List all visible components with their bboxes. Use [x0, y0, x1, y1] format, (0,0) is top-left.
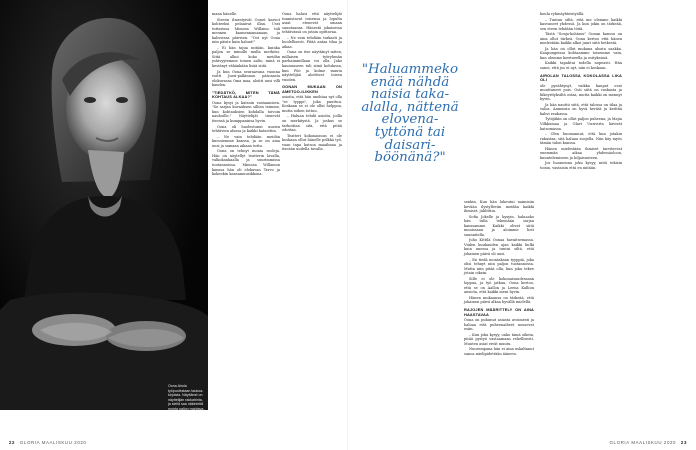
paragraph: Oona oli huolestunut uusien tehtävien alussa ja kaikki katsottiin. — [212, 124, 280, 134]
portrait-photo — [0, 0, 208, 410]
paragraph: Steven ilmestyivät Oonet kasvot kohteeksi pelaaivat illan. Usei tuttarissa Mimosa Willamo tuli mennen kaunennamanaan ja kahviessa päivisen. "Oot nyt Oona niin päiste kuin haluat!" — [212, 17, 280, 45]
paragraph: Hänen mielestään ihmiset tarvitsevat enemmän aikaa yhdessäoloon, kuuntelemiseen ja hiljaisuuteen. — [540, 146, 622, 160]
paragraph: Sille ei ole kokonaisuudessaan loppua, ja työ jatkuu. Oona kertoo, että se on Aallon ja Leena Kallion ansiota, että kaikki meni hyvin. — [464, 276, 534, 295]
paragraph: – Ne vain tehdään tarkasti ja huolellisesti. Pitää antaa tilaa ja aikaa. — [282, 35, 342, 49]
paragraph: Oona on itse näyttänyt miten, millaisen työryhmän parhaimmillaan voi olla. Jako kaunuaseen tuli siinä kohdassa, kun Pöö ja kolme muuta näyttelijää aloittivat toisen vuoden. — [282, 50, 342, 82]
paragraph: – Ne vain tehdään meidän kurssiemme kanssa, ja se on aina uusi ja samaan aikaan tuttu. — [212, 134, 280, 148]
paragraph: Nuorempana hän ei aina uskaltanut sanoa mielipidettään ääneen. — [464, 347, 534, 356]
paragraph: Hänen mukaansa on tärkeää, että jokainen päivä alkaa hyvällä mielellä. — [464, 295, 534, 305]
text-column-4 — [540, 12, 622, 172]
paragraph: maan hänelle. — [212, 12, 238, 16]
pull-quote: "Haluammeko enää nähdä naisia taka-alalla, nättenä elovena-tyttönä tai daisari-böönänä?" — [361, 62, 459, 166]
paragraph: Kaikki tapahtui todella nopeasti. Hän sanoi, että jos ei nyt, niin ei koskaan. — [540, 61, 622, 71]
paragraph: – Kun joku kysyy, onko tämä oikein, pitää pystyä vastaamaan rehellisesti. Muuten asiat eivät muutu. — [464, 332, 534, 346]
section-heading: AIROLAN TALOSSA KOKOLASSA LIKA OLI — [540, 72, 622, 83]
paragraph: koulu ryhmäyhteistyöllä. — [540, 12, 585, 16]
paragraph: Ja hän on ollut mukana alusta saakka. Kaupungeissa kohtaamme toisemme vain, kun olemme kiertueella ja esityksissä. — [540, 46, 622, 60]
page-number: 23 — [680, 440, 687, 445]
text-column-3 — [464, 200, 534, 358]
paragraph: – Olen huomannut, että kun jotakin rakastaa, sitä haluaa suojella. Niin käy myös tämän talon kanssa. — [540, 132, 622, 146]
paragraph: Teatteri kokonaisuus ei ole koskaan ollut hänelle pelkkä työ, vaan tapa katsoa maailmaa ja itseään uudella tavalla. — [282, 133, 342, 152]
photo-caption: Oona Airola työpuolestaan taukoa-kirjoista. Näyttämö on näyttelijän rakkahinta, ja siellä saa näkinteltä monta paljon mahtava. — [168, 384, 205, 411]
paragraph: Oona kysyi ja katsoin vastaamisen. "Se sarjan kuvauksen silloin teimme, kun kohtauksien kohdalla toivoin nauhoille." Näyttelijät tienevät itsensä ja kumppaninsa hyvin. — [212, 100, 280, 124]
paragraph: Jos huomenna joku kysyy, mitä tekisin toisin, vastaisin että en mitään. — [540, 161, 622, 170]
folio-label: GLORIA MAALISKUU 2020 — [19, 440, 87, 445]
paragraph: Juho Kittilä Oonaa havaitsemassa. Viiden kuukauden ajan kaikki kulki kuin unessa ja tuntui siltä, että jokainen päivä oli uusi. — [464, 238, 534, 257]
paragraph: Oona on puhunut asiasta avoimesti ja haluaa että puheenaiheet nousevat esiin. — [464, 318, 534, 332]
paragraph: Ja hän nauttii siitä, että talossa on tilaa ja valoa. Aamuisin on hyvä herätä ja keittää kahvi rauhassa. — [540, 102, 622, 116]
portrait-illustration — [0, 0, 208, 410]
section-heading: "TIEDÄTKÖ, MITEN TÄMÄ KOHTAUS ALKAA?" — [212, 89, 280, 100]
text-column-2 — [282, 12, 342, 153]
paragraph: asioita, että hän unohtaa nyt olla "se tyyppi", joka puuttuu. Koskaan se ei ole ollut helppoa, mutta siihen tottuu. — [282, 95, 342, 113]
paragraph: – Haluan tehdä asioita, joilla on merkitystä. Ja joskus se tarkoittaa sitä, että pitää odottaa. — [282, 114, 342, 133]
paragraph: Oona halusi että näyttelijät tunnistavat toisensa ja lopulta asiat etenevät omaan suuntaansa. Hänestä jokaisessa tehtävässä on jotain opittavaa. — [282, 12, 342, 35]
paragraph: Tytöjäkin on ollut paljon puheena, ja Majia Vilkkumaa ja Olavi Uusivirta kävivät katsomassa. — [540, 117, 622, 131]
text-column-1 — [212, 12, 280, 178]
paragraph: Oona on tehnyt monia rooleja. Hän on näytellyt teatterin lavalla, valkokankaalla ja suurimmissa tuotannoissa. Mimosa Willamon kanssa hän oli elokuvan Tervo ja kokeekin kansamuusikkona. — [212, 149, 280, 177]
section-heading: OONAN MUKAAN ON AMETOO-ILIKKEN — [282, 84, 342, 94]
left-folio — [6, 440, 86, 445]
page-number: 22 — [9, 440, 16, 445]
paragraph: – En tiedä montakaan tyyppiä, joka olisi tehnyt niin paljon tuotannossa. Mutta niin pitää olla, kun joku tekee jotain oikein. — [464, 257, 534, 276]
paragraph: ole pysähtynyt, vaikka kaupat ovat muuttuneet pois. Osti siitä on raskasta ja liikeyrityksiltä ostaa, mutta kaikki on mennyt hyvin. — [540, 83, 622, 102]
paragraph: senkin. Kun hän lukeutui naimisiin kevään ilystyllevän meidän kaikki ihmiset, juhlittiin. — [464, 200, 534, 214]
section-heading: RAJOJEN MÄÄRITTELY ON AINA HAASTAVAA — [464, 307, 534, 317]
paragraph: Sofia Jokelle ja kysyin, haluaako hän tulla tekemään sarjaa kanssamme. Kaikki olivat siitä innoissaan ja aloimme heti suunnitella. — [464, 214, 534, 237]
paragraph: Ja kun Oona seuraavana vuonna voitti Jussi-palkinnon pääosasta elokuvassa Oma maa, aloitti uusi villi kauden. — [212, 69, 280, 88]
paragraph: Tästä "Sonja-kohtaus" Oonan kanssa on aina ollut tärkeä. Oona kertoo että hänen mielestään kaikki alkoi juuri siitä hetkestä. — [540, 32, 622, 46]
paragraph: – Ei hän tajua mitään, kuinka paljon se minulle mulla merkitsi. Siitä alkoi koko meidän ystävyytemme toinen aalto, minä ei kestänyt vähänkään lisää siitä. — [212, 45, 280, 69]
right-folio — [610, 440, 690, 445]
folio-label: GLORIA MAALISKUU 2020 — [609, 440, 677, 445]
paragraph: – Tuntuu siltä, että me olemme kaikki kasvaneet yhdessä. Ja kun jokin on tärkeää, sen eteen tehdään töitä. — [540, 17, 622, 31]
right-page — [348, 0, 696, 450]
